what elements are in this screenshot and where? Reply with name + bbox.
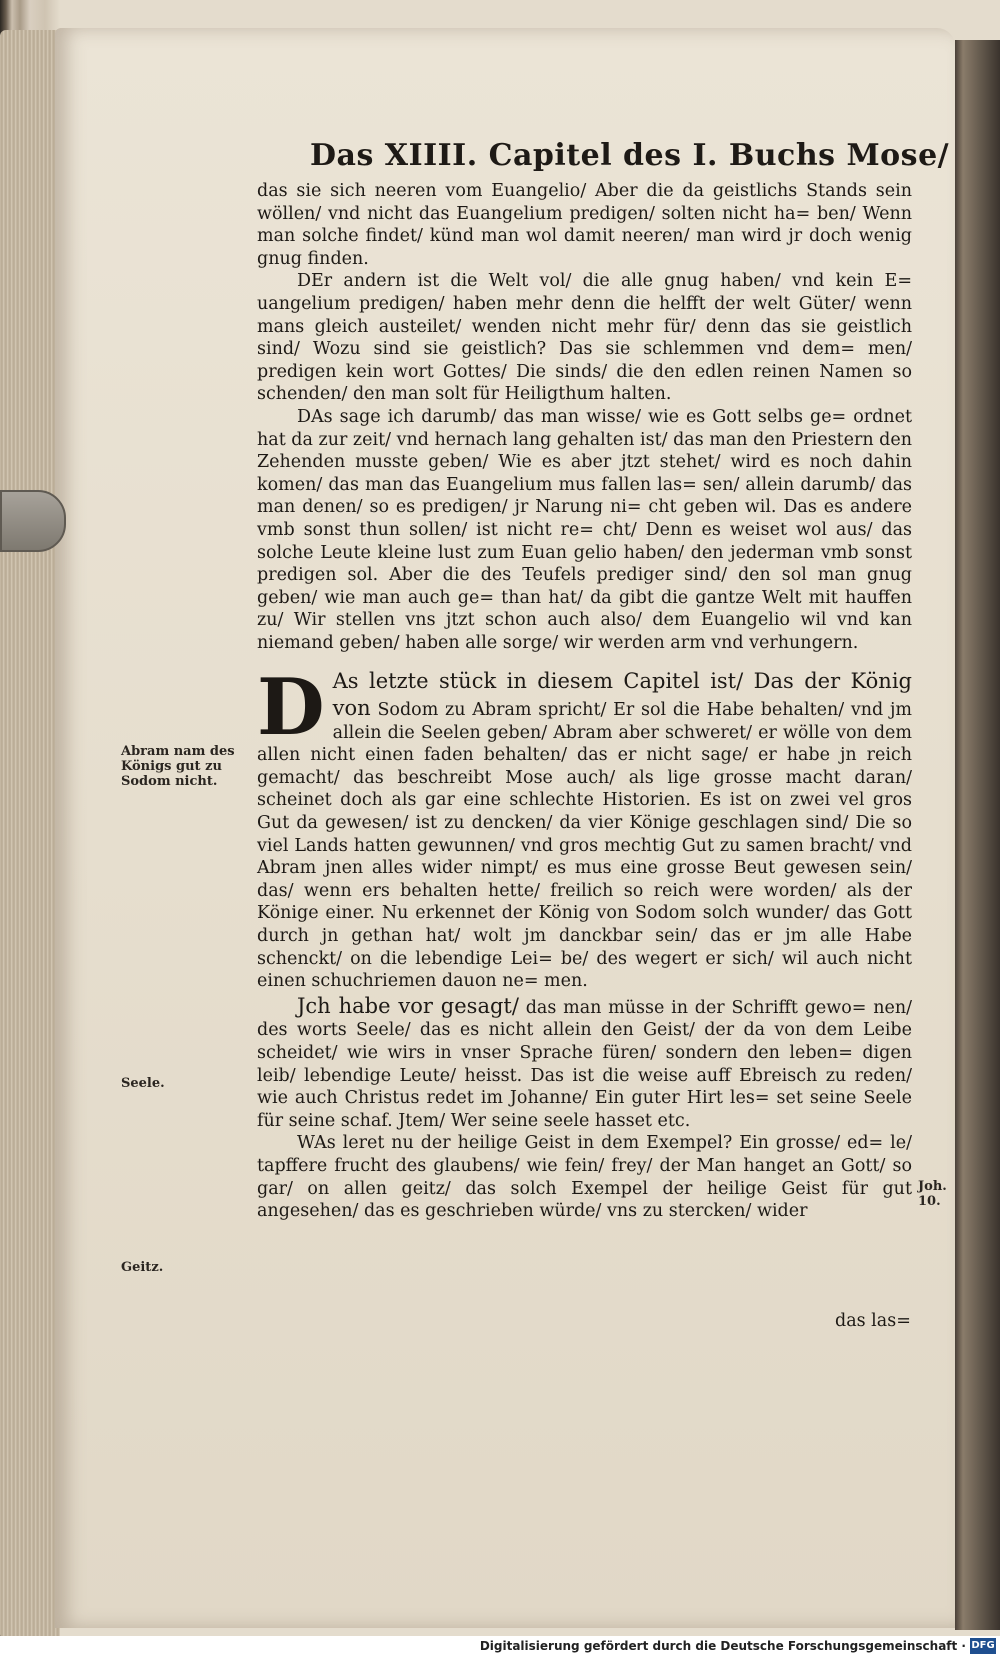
page-clip (0, 490, 66, 552)
paragraph-4-lead: As letzte stück in diesem Capitel ist/ Das der König von (332, 669, 912, 721)
footer-bar (0, 1636, 1000, 1659)
running-title: Das XIIII. Capitel des I. Buchs Mose/ (310, 138, 950, 173)
margin-note-geitz: Geitz. (121, 1260, 164, 1275)
paragraph-6: WAs leret nu der heilige Geist in dem Exempel? Ein grosse/ ed= le/ tapffere frucht des glaubens/ wie fein/ frey/ der Man hanget an Gott/ so gar/ on allen geitz/ das solch Exempel der heilige Geist für gut angesehen/ das es geschrieben würde/ vns zu stercken/ wider (257, 1133, 912, 1222)
paragraph-2: DEr andern ist die Welt vol/ die alle gnug haben/ vnd kein E= uangelium predigen/ haben mehr denn die helfft der welt Güter/ wenn mans gleich austeilet/ wenden nicht mehr für/ denn das sie geistlich sind/ Wozu sind sie geistlich? Das sie schlemmen vnd dem= men/ predigen kein wort Gottes/ Die sinds/ die den edlen reinen Namen so schenden/ den man solt für Heiligthum halten. (257, 271, 912, 405)
margin-note-joh: Joh. 10. (918, 1179, 947, 1209)
paragraph-1: das sie sich neeren vom Euangelio/ Aber die da geistlichs Stands sein wöllen/ vnd nicht das Euangelium predigen/ solten nicht ha= ben/ Wenn man solche findet/ künd man wol damit neeren/ man wird jr doch wenig gnug finden. (257, 181, 912, 269)
paragraph-5-body: das man müsse in der Schrifft gewo= nen/ des worts Seele/ das es nicht allein den Geist/ der da von dem Leibe scheidet/ wie wirs in vnser Sprache füren/ sondern den leben= digen leib/ lebendige Leute/ heisst. Das ist die weise auff Ebreisch zu reden/ wie auch Christus redet im Johanne/ Ein guter Hirt les= set seine Seele für seine schaf. Jtem/ Wer seine seele hasset etc. (257, 997, 912, 1131)
margin-note-seele: Seele. (121, 1076, 165, 1091)
body-text (257, 180, 912, 1223)
catchword: das las= (835, 1311, 911, 1331)
paragraph-3: DAs sage ich darumb/ das man wisse/ wie es Gott selbs ge= ordnet hat da zur zeit/ vnd hernach lang gehalten ist/ das man den Priestern den Zehenden musste geben/ Wie es aber jtzt stehet/ wird es noch dahin komen/ das man das Euangelium mus fallen las= sen/ allein darumb/ das man denen/ so es predigen/ jr Narung ni= cht geben wil. Das es andere vmb sonst thun sollen/ ist nicht re= cht/ Denn es weiset wol aus/ das solche Leute kleine lust zum Euan gelio haben/ den jederman vmb sonst predigen sol. Aber die des Teufels prediger sind/ den sol man gnug geben/ wie man auch ge= than hat/ da gibt die gantze Welt mit hauffen zu/ Wir stellen vns jtzt schon auch also/ dem Euangelio wil vnd kan niemand geben/ haben alle sorge/ wir werden arm vnd verhungern. (257, 406, 912, 653)
paragraph-4 (257, 662, 912, 992)
drop-initial: D (257, 662, 325, 754)
paragraph-5-lead: Jch habe vor gesagt/ (297, 993, 519, 1018)
footer-credit: Digitalisierung gefördert durch die Deutsche Forschungsgemeinschaft · (479, 1639, 966, 1653)
dfg-logo-icon: DFG (970, 1638, 996, 1654)
paragraph-5 (257, 993, 912, 1133)
margin-note-abram: Abram nam des Königs gut zu Sodom nicht. (121, 744, 235, 789)
paragraph-4-body: Sodom zu Abram spricht/ Er sol die Habe behalten/ vnd jm allein die Seelen geben/ Abram aber schweret/ er wölle von dem allen nicht einen faden behalten/ das er nicht sage/ er habe jn reich gemacht/ das beschreibt Mose auch/ als lige grosse macht daran/ scheinet doch als gar eine schlechte Historien. Es ist on zwei vel gros Gut da gewesen/ ist zu dencken/ da vier Könige geschlagen sind/ Die so viel Lands hatten gewunnen/ vnd gros mechtig Gut zu samen bracht/ vnd Abram jnen alles wider nimpt/ es mus eine grosse Beut gewesen sein/ das/ wenn ers behalten hette/ freilich so reich were worden/ als der Könige einer. Nu erkennet der König von Sodom solch wunder/ das Gott durch jn gethan hat/ wolt jm danckbar sein/ das er jm alle Habe schenckt/ on die lebendige Lei= be/ des wegert er sich/ wil auch nicht einen schuchriemen dauon ne= men. (257, 700, 912, 992)
section-break (257, 654, 912, 668)
right-page-edge (955, 40, 1000, 1630)
page-edges (0, 30, 60, 1640)
